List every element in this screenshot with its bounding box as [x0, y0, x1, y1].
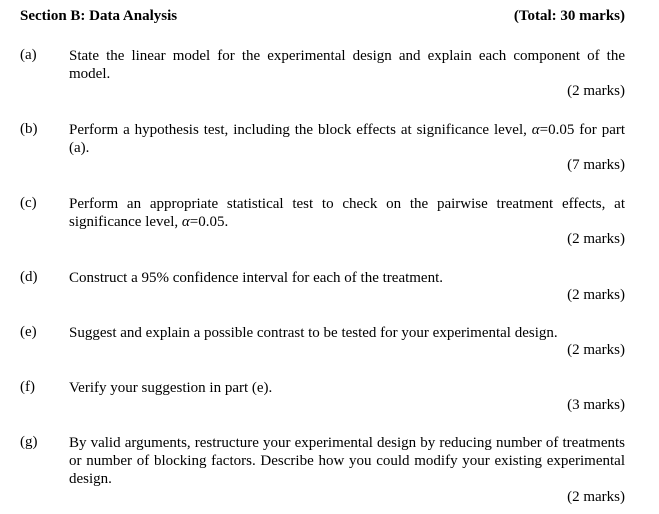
question-text-c-pre: Perform an appropriate statistical test to check on the pairwise treatment effects, at significance level,: [69, 196, 625, 230]
question-text-c-post: .: [224, 214, 229, 230]
question-label-e: (e): [20, 324, 37, 340]
alpha-symbol-c: α: [181, 214, 190, 230]
question-text-e: Suggest and explain a possible contrast to be tested for your experimental design.: [69, 325, 558, 341]
question-label-c: (c): [20, 195, 37, 211]
section-title: Section B: Data Analysis: [20, 8, 178, 24]
question-label-g: (g): [20, 434, 38, 450]
question-text-a: State the linear model for the experimental design and explain each component of the model.: [69, 48, 625, 82]
marks-d: (2 marks): [567, 287, 625, 303]
question-text-d: Construct a 95% confidence interval for each of the treatment.: [69, 270, 444, 286]
question-text-g: By valid arguments, restructure your experimental design by reducing number of treatments or number of blocking factors. Describe how you could modify your existing experimental design.: [69, 435, 625, 487]
question-text-b-pre: Perform a hypothesis test, including the block effects at significance level,: [69, 122, 527, 138]
alpha-value-c: =0.05: [189, 214, 225, 230]
question-label-d: (d): [20, 269, 38, 285]
question-text-b: [69, 121, 625, 157]
total-marks: (Total: 30 marks): [513, 8, 625, 24]
marks-a: (2 marks): [567, 83, 625, 99]
marks-g: (2 marks): [567, 489, 625, 505]
question-label-b: (b): [20, 121, 38, 137]
marks-b: (7 marks): [567, 157, 625, 173]
question-label-f: (f): [20, 379, 35, 395]
alpha-symbol-b: α: [531, 122, 540, 138]
alpha-value-b: =0.05: [539, 122, 575, 138]
marks-e: (2 marks): [567, 342, 625, 358]
question-text-f: Verify your suggestion in part (e).: [69, 380, 273, 396]
question-text-b-post: for part (a).: [69, 122, 626, 156]
question-text-c: [69, 195, 625, 231]
marks-c: (2 marks): [567, 231, 625, 247]
question-label-a: (a): [20, 47, 37, 63]
marks-f: (3 marks): [567, 397, 625, 413]
